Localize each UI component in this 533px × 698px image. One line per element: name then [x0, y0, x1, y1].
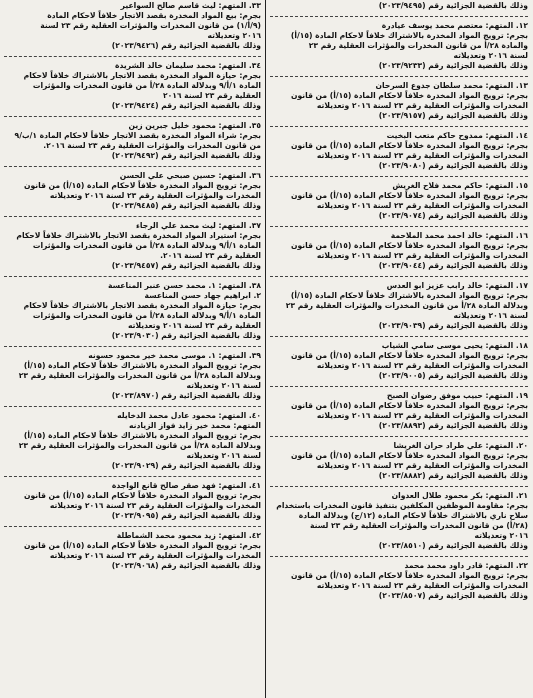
entry-text: وبدلالة المادة ٢٨/أ من قانون المخدرات والمؤثرات العقلية رقم ٢٣ — [18, 441, 261, 450]
entry-text: وذلك بالقضية الجزائية رقم (٢٠٢٣/٩٠٩٥) — [111, 511, 261, 520]
entry-text: ٢. ابراهيم جهاد حسن المناعسة — [144, 291, 261, 300]
entry-text: لسنة ٢٠١٦ وتعديلاته — [453, 51, 528, 60]
right-entry — [270, 280, 528, 334]
entry-text: المادة ١/أ/٩ وبدلالة المادة ٢٨/أ من قانون المخدرات والمؤثرات — [32, 241, 261, 250]
entry-text: وذلك بالقضية الجزائية رقم (٢٠٢٣/٩٢٣٣) — [378, 61, 528, 70]
entry-text: (٩/أ/١) من قانون المخدرات والمؤثرات العقلية رقم ٢٣ لسنة — [40, 21, 261, 30]
entry-divider — [270, 76, 528, 77]
entry-text: المخدرات والمؤثرات العقلية رقم ٢٣ لسنة ٢٠١٦ وتعديلاته — [316, 581, 528, 590]
entry-divider — [270, 126, 528, 127]
entry-text: بجرم: بيع المواد المخدرة بقصد الاتجار خلافاً لاحكام المادة — [47, 11, 261, 20]
entry-divider — [4, 526, 261, 527]
entry-text: بجرم: ترويج المواد المخدرة خلافاً لاحكام المادة (١٥/أ) من قانون — [291, 451, 528, 460]
entry-text: المخدرات والمؤثرات العقلية رقم ٢٣ لسنة ٢٠١٦ وتعديلاته — [316, 151, 528, 160]
entry-text: المخدرات والمؤثرات العقلية رقم ٢٣ لسنة ٢٠١٦ وتعديلاته — [316, 251, 528, 260]
entry-heading: ٣٩. المتهم: ١. موسى محمد خير محمود حسونه — [88, 351, 261, 360]
entry-text: المخدرات والمؤثرات العقلية رقم ٢٣ لسنة ٢٠١٦ وتعديلاته — [316, 461, 528, 470]
entry-heading: ٤٠. المتهم: محمود عادل محمد الدخايله — [117, 411, 261, 420]
entry-text: وبدلالة المادة ٢٨/أ من قانون المخدرات والمؤثرات العقلية رقم ٢٣ — [18, 371, 261, 380]
left-entry — [4, 0, 261, 54]
entry-text: بجرم: حيازة المواد المخدرة بقصد الاتجار بالاشتراك خلافاً لاحكام — [23, 301, 261, 310]
entry-heading: ٤٢. المتهم: زيد محمود محمد الشماطلة — [116, 531, 261, 540]
right-entry — [270, 390, 528, 434]
entry-text: بجرم: ترويج المواد المخدرة خلافاً لاحكام المادة (١٥/أ) من قانون — [291, 571, 528, 580]
entry-text: وذلك بالقضية الجزائية رقم (٢٠٢٣/٨٩٧٠) — [111, 391, 261, 400]
entry-text: من قانون المخدرات والمؤثرات العقلية رقم ٢٣ لسنة ٢٠١٦. — [43, 141, 261, 150]
entry-text: وذلك بالقضية الجزائية رقم (٢٠٢٣/٩٤٢٤) — [111, 101, 261, 110]
entry-text: المخدرات والمؤثرات العقلية رقم ٢٣ لسنة ٢٠١٦ وتعديلاته — [316, 411, 528, 420]
right-entry — [270, 130, 528, 174]
entry-heading: ١٨. المتهم: يحيى موسى سامي الشياب — [381, 341, 528, 350]
left-entry — [4, 170, 261, 214]
left-entry — [4, 60, 261, 114]
entry-text: لسنة ٢٠١٦ وتعديلاته — [186, 381, 261, 390]
right-entry — [270, 80, 528, 124]
entry-text: ٢٠١٦ وتعديلاته — [474, 531, 528, 540]
entry-heading: ٣٦. المتهم: حسين صبحي علي الحسن — [119, 171, 261, 180]
entry-heading: وذلك بالقضية الجزائية رقم (٢٠٢٣/٩٤٩٥) — [378, 1, 528, 10]
entry-text: بجرم: ترويج المواد المخدرة خلافاً لاحكام المادة (١٥/أ) من قانون — [24, 541, 261, 550]
entry-text: المخدرات والمؤثرات العقلية رقم ٢٣ لسنة ٢٠١٦ وتعديلاته — [316, 101, 528, 110]
entry-text: بجرم: ترويج المواد المخدرة بالاشتراك خلافاً لاحكام المادة (١٥/أ) — [290, 31, 528, 40]
entry-text: وذلك بالقضية الجزائية رقم (٢٠٢٣/٩٠٣٩) — [378, 321, 528, 330]
entry-text: وذلك بالقضية الجزائية رقم (٢٠٢٣/٩٤٩٢) — [111, 151, 261, 160]
entry-heading: ١٤. المتهم: ممدوح حاكم متعب البخيت — [386, 131, 528, 140]
left-entry — [4, 480, 261, 524]
entry-text: وذلك بالقضية الجزائية رقم (٢٠٢٣/٩٠٣٠) — [111, 331, 261, 340]
entry-heading: ١٩. المتهم: حبيب موفق رضوان الصبح — [386, 391, 528, 400]
entry-heading: ٣٤. المتهم: محمد سليمان خالد الشريدة — [115, 61, 261, 70]
right-entry — [270, 20, 528, 74]
entry-text: العقلية رقم ٢٣ لسنة ٢٠١٦. — [160, 251, 261, 260]
entry-divider — [4, 166, 261, 167]
entry-divider — [4, 216, 261, 217]
left-entry — [4, 350, 261, 404]
entry-text: بجرم: ترويج المواد المخدرة بالاشتراك خلافاً لاحكام المادة (١٥/أ) — [290, 291, 528, 300]
entry-text: بجرم: ترويج المواد المخدرة بالاشتراك خلافاً لاحكام المادة (١٥/أ) — [23, 361, 261, 370]
entry-text: بجرم: ترويج المواد المخدرة خلافاً لاحكام المادة (١٥/أ) من قانون — [291, 351, 528, 360]
entry-heading: ١٣. المتهم: محمد سلطان جدوع السرحان — [375, 81, 528, 90]
entry-text: المتهم: محمد خير زايد فواز الزيادنه — [129, 421, 261, 430]
entry-text: وذلك بالقضية الجزائية رقم (٢٠٢٣/٩٤٢٦) — [111, 41, 261, 50]
entry-divider — [270, 386, 528, 387]
entry-divider — [270, 486, 528, 487]
entry-heading: ٢١. المتهم: بكر محمود طلال العدوان — [391, 491, 528, 500]
entry-divider — [4, 346, 261, 347]
right-entry — [270, 340, 528, 384]
right-entry — [270, 490, 528, 554]
entry-text: وذلك بالقضية الجزائية رقم (٢٠٢٣/٨٥٠٧) — [378, 591, 528, 600]
entry-text: وذلك بالقضية الجزائية رقم (٢٠٢٣/٩١٥٧) — [378, 111, 528, 120]
entry-divider — [270, 226, 528, 227]
left-entry — [4, 530, 261, 574]
entry-heading: ١٧. المتهم: خالد رابب عزيز ابو العدس — [386, 281, 528, 290]
entry-text: المادة ١/أ/٩ وبدلالة المادة ٢٨/أ من قانون المخدرات والمؤثرات — [32, 81, 261, 90]
right-entry — [270, 560, 528, 604]
entry-text: بجرم: ترويج المواد المخدرة خلافاً لاحكام المادة (١٥/أ) من قانون — [291, 191, 528, 200]
entry-divider — [270, 556, 528, 557]
entry-text: وذلك بالقضية الجزائية رقم (٢٠٢٣/٩٠٦٨) — [111, 561, 261, 570]
entry-text: وذلك بالقضية الجزائية رقم (٢٠٢٣/٩٠٨٠) — [378, 161, 528, 170]
entry-heading: ٤١. المتهم: فهد صقر صالح قانع الواجدة — [111, 481, 261, 490]
entry-divider — [270, 336, 528, 337]
entry-text: وذلك بالقضية الجزائية رقم (٢٠٢٣/٨٨٩٣) — [378, 421, 528, 430]
entry-text: وذلك بالقضية الجزائية رقم (٢٠٢٣/٨٥١٠) — [378, 541, 528, 550]
entry-text: وذلك بالقضية الجزائية رقم (٢٠٢٣/٩٠٢٩) — [111, 461, 261, 470]
entry-divider — [4, 56, 261, 57]
left-column — [0, 0, 266, 698]
entry-heading: ٢٠. المتهم: علي طراد حران الغريشا — [393, 441, 528, 450]
entry-text: المخدرات والمؤثرات العقلية رقم ٢٣ لسنة ٢٠١٦ وتعديلاته — [49, 501, 261, 510]
entry-text: بجرم: ترويج المواد المخدرة بالاشتراك خلافاً لاحكام المادة (١٥/أ) — [23, 431, 261, 440]
entry-text: بجرم: ترويج المواد المخدرة خلافاً لاحكام المادة (١٥/أ) من قانون — [24, 181, 261, 190]
entry-text: المخدرات والمؤثرات العقلية رقم ٢٣ لسنة ٢٠١٦ وتعديلاته — [49, 191, 261, 200]
left-entry — [4, 280, 261, 344]
entry-text: المخدرات والمؤثرات العقلية رقم ٢٣ لسنة ٢٠١٦ وتعديلاته — [49, 551, 261, 560]
right-entry — [270, 0, 528, 14]
entry-text: وذلك بالقضية الجزائية رقم (٢٠٢٣/٩٠٤٤) — [378, 261, 528, 270]
entry-text: المخدرات والمؤثرات العقلية رقم ٢٣ لسنة ٢٠١٦ وتعديلاته — [316, 361, 528, 370]
entry-divider — [270, 16, 528, 17]
entry-divider — [4, 116, 261, 117]
right-entry — [270, 440, 528, 484]
entry-text: العقلية رقم ٢٣ لسنة ٢٠١٦ وتعديلاته — [128, 321, 261, 330]
entry-text: بجرم: استيراد المواد المخدرة بقصد الاتجار بالاشتراك خلافاً لاحكام — [16, 231, 261, 240]
entry-text: بجرم: ترويج المواد المخدرة خلافاً لاحكام المادة (١٥/أ) من قانون — [291, 241, 528, 250]
entry-text: بجرم: ترويج المواد المخدرة خلافاً لاحكام المادة (١٥/أ) من قانون — [291, 141, 528, 150]
right-entry — [270, 180, 528, 224]
left-entry — [4, 410, 261, 474]
entry-text: بجرم: ترويج المواد المخدرة خلافاً لاحكام المادة (١٥/أ) من قانون — [291, 91, 528, 100]
entry-text: المادة ١/أ/٩ وبدلالة المادة ٢٨/أ من قانون المخدرات والمؤثرات — [32, 311, 261, 320]
entry-divider — [270, 436, 528, 437]
entry-heading: ١٥. المتهم: حاكم محمد فلاح الغريش — [392, 181, 528, 190]
entry-heading: ٣٨. المتهم: ١. محمد حسن عنبر المناعسة — [107, 281, 261, 290]
entry-text: وذلك بالقضية الجزائية رقم (٢٠٢٣/٩٠٧٤) — [378, 211, 528, 220]
entry-text: العقلية رقم ٢٣ لسنة ٢٠١٦ — [162, 91, 261, 100]
entry-text: وبدلالة المادة ٢٨/أ من قانون المخدرات والمؤثرات العقلية رقم ٢٣ — [285, 301, 528, 310]
entry-text: بجرم: شراء المواد المخدرة بقصد الاتجار خلافاً لاحكام المادة ١/ب/٩ — [14, 131, 261, 140]
entry-text: سلاح ناري بالاشتراك خلافاً لاحكام المادة (١٢/ج) وبدلالة المادة — [298, 511, 528, 520]
entry-divider — [4, 406, 261, 407]
left-entry — [4, 220, 261, 274]
right-column — [266, 0, 532, 698]
entry-text: والمادة ٢٨/أ من قانون المخدرات والمؤثرات العقلية رقم ٢٣ — [308, 41, 528, 50]
entry-divider — [270, 276, 528, 277]
entry-heading: ١٦. المتهم: خالد احمد محمد الملاحمة — [390, 231, 528, 240]
entry-text: وذلك بالقضية الجزائية رقم (٢٠٢٣/٩٤٥٧) — [111, 261, 261, 270]
entry-text: لسنة ٢٠١٦ وتعديلاته — [186, 451, 261, 460]
entry-heading: ١٢. المتهم: معتصم محمد يوسف عيادرة — [381, 21, 528, 30]
entry-divider — [4, 276, 261, 277]
entry-text: ٢٠١٦ وتعديلاته — [207, 31, 261, 40]
entry-divider — [270, 176, 528, 177]
entry-text: بجرم: ترويج المواد المخدرة خلافاً لاحكام المادة (١٥/أ) من قانون — [291, 401, 528, 410]
entry-text: وذلك بالقضية الجزائية رقم (٢٠٢٣/٩٠٠٥) — [378, 371, 528, 380]
entry-text: وذلك بالقضية الجزائية رقم (٢٠٢٣/٨٨٨٢) — [378, 471, 528, 480]
entry-text: لسنة ٢٠١٦ وتعديلاته — [453, 311, 528, 320]
right-entry — [270, 230, 528, 274]
entry-text: بجرم: حيازة المواد المخدرة بقصد الاتجار بالاشتراك خلافاً لاحكام — [23, 71, 261, 80]
entry-heading: ٣٧. المتهم: ليث محمد علي الرجاء — [135, 221, 261, 230]
entry-text: بجرم: مقاومة الموظفين المكلفين بتنفيذ قانون المخدرات باستخدام — [276, 501, 528, 510]
entry-heading: ٣٥. المتهم: محمود خليل جبرين زين — [128, 121, 261, 130]
left-entry — [4, 120, 261, 164]
entry-heading: ٣٣. المتهم: ليث قاسم صالح السواعير — [120, 1, 261, 10]
entry-text: بجرم: ترويج المواد المخدرة خلافاً لاحكام المادة (١٥/أ) من قانون — [24, 491, 261, 500]
entry-text: (٢٨/أ) من قانون المخدرات والمؤثرات العقلية رقم ٢٣ لسنة — [310, 521, 528, 530]
entry-divider — [4, 476, 261, 477]
entry-text: المخدرات والمؤثرات العقلية رقم ٢٣ لسنة ٢٠١٦ وتعديلاته — [316, 201, 528, 210]
entry-heading: ٢٢. المتهم: قادر داود محمد محمد — [404, 561, 528, 570]
entry-text: وذلك بالقضية الجزائية رقم (٢٠٢٣/٩٤٨٥) — [111, 201, 261, 210]
